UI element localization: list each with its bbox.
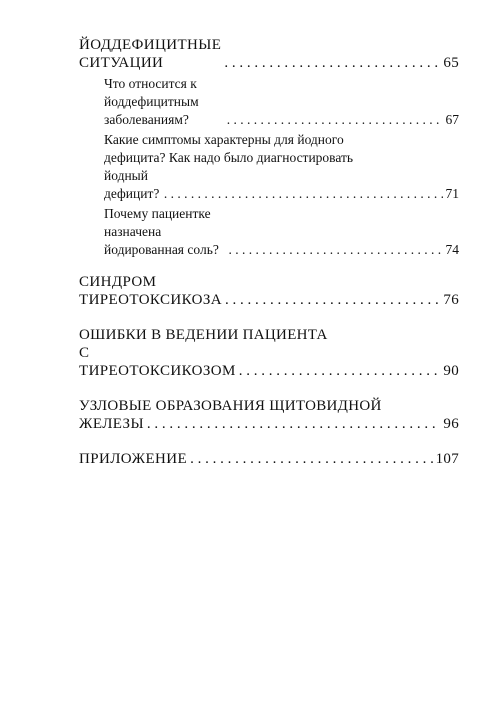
toc-entry-title: ЙОДДЕФИЦИТНЫЕ СИТУАЦИИ [79,37,222,71]
toc-subentry-title: Что относится к йоддефицитным заболеваниям? [104,76,199,127]
dot-leader [190,450,433,468]
dot-leader [224,54,440,72]
toc-subentry-symptoms[interactable] [79,131,459,203]
toc-page-number: 76 [443,292,459,308]
toc-subentry-iodine-diseases[interactable] [79,75,459,129]
toc-entry-title: СИНДРОМ ТИРЕОТОКСИКОЗА [79,274,223,308]
toc-entry-errors-management[interactable] [79,326,459,380]
toc-page-number: 65 [443,55,459,71]
toc-subentry-title: Почему пациентке назначена йодированная соль? [104,206,219,257]
toc-subentry-iodized-salt[interactable] [79,205,459,259]
toc-entry-thyrotoxicosis[interactable] [79,273,459,309]
dot-leader [227,111,443,129]
toc-page-number: 67 [445,112,459,127]
dot-leader [239,362,441,380]
toc-entry-title-line2: ЖЕЛЕЗЫ [79,416,144,432]
dot-leader [228,241,442,259]
toc-subentry-title-line3: йодный дефицит? [104,168,160,201]
toc-page-number: 71 [445,186,459,201]
toc-entry-title-line1: ОШИБКИ В ВЕДЕНИИ ПАЦИЕНТА [79,327,328,343]
toc-page-number: 96 [443,416,459,432]
table-of-contents [79,36,459,471]
toc-entry-appendix[interactable] [79,450,459,468]
toc-entry-title-line2: С ТИРЕОТОКСИКОЗОМ [79,345,236,379]
toc-page-number: 74 [445,242,459,257]
toc-subentry-title-line1: Какие симптомы характерны для йодного [104,132,344,147]
toc-page-number: 90 [443,363,459,379]
toc-entry-iodine-deficiency[interactable] [79,36,459,72]
dot-leader [225,291,440,309]
dot-leader [147,415,440,433]
toc-entry-title: ПРИЛОЖЕНИЕ [79,451,188,467]
toc-page-number: 107 [435,451,459,467]
toc-entry-title-line1: УЗЛОВЫЕ ОБРАЗОВАНИЯ ЩИТОВИДНОЙ [79,398,382,414]
toc-entry-thyroid-nodules[interactable] [79,397,459,433]
toc-subentry-title-line2: дефицита? Как надо было диагностировать [104,150,354,165]
dot-leader [164,185,443,203]
